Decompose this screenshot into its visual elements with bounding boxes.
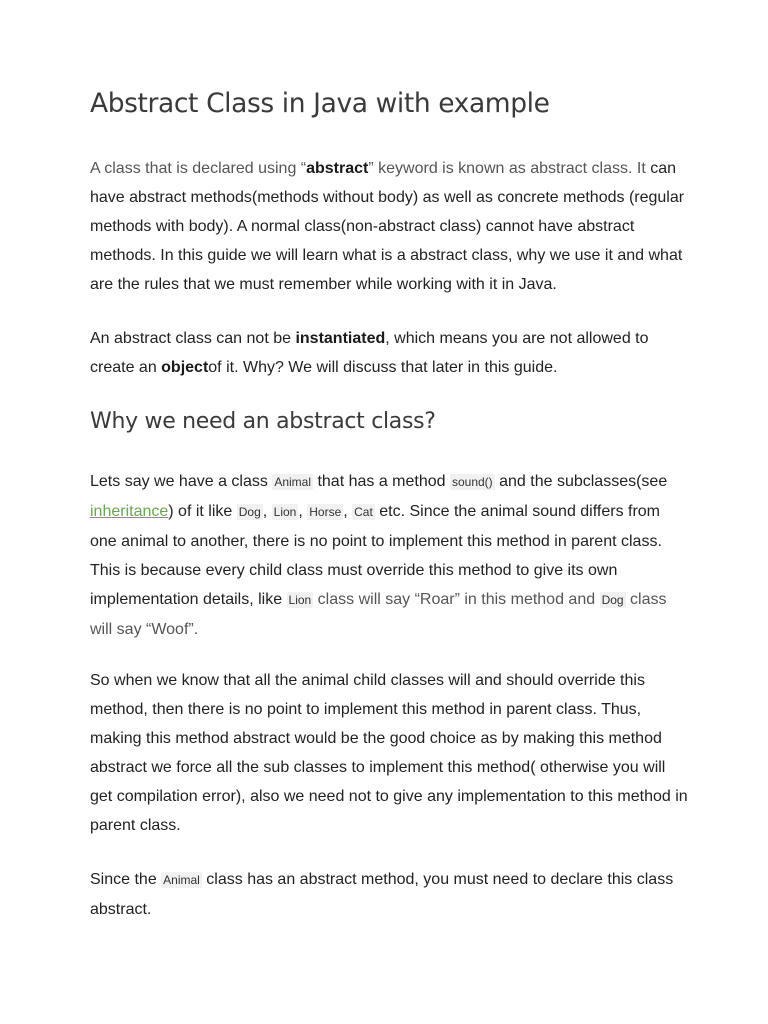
intro-text-2: ” keyword is known as abstract class. It <box>368 160 646 177</box>
why-paragraph <box>90 467 690 644</box>
inst-text-2: , which means you are not allowed to create an <box>90 330 649 376</box>
inst-keyword-instantiated: instantiated <box>295 330 386 347</box>
since-text-1: Since the <box>90 871 162 888</box>
since-paragraph <box>90 865 690 924</box>
intro-paragraph <box>90 154 690 299</box>
why-sep-1: , <box>262 503 272 520</box>
why-text-7: class will say “Woof”. <box>90 591 667 638</box>
code-animal: Animal <box>274 475 311 489</box>
why-text-1: Lets say we have a class <box>90 473 273 490</box>
why-sep-2: , <box>298 503 308 520</box>
why-sep-3: , <box>343 503 353 520</box>
override-paragraph: So when we know that all the animal child classes will and should override this method, then there is no point to implement this method in parent class. Thus, making this method abstract would be the good choice as by making this method abstract we force all the sub classes to implement this method( otherwise you will get compilation error), also we need not to give any implementation to this method in parent class. <box>90 672 688 834</box>
instantiation-paragraph <box>90 324 690 382</box>
code-animal-2: Animal <box>163 873 200 887</box>
why-text-6: class will say “Roar” in this method and <box>313 591 600 608</box>
intro-keyword-abstract: abstract <box>306 160 369 177</box>
code-cat: Cat <box>354 505 373 519</box>
code-horse: Horse <box>309 505 342 519</box>
since-text-2: class has an abstract method, you must need to declare this class abstract. <box>90 871 674 918</box>
why-text-3: and the subclasses(see <box>494 473 668 490</box>
code-lion: Lion <box>273 505 297 519</box>
inst-text-1: An abstract class can not be <box>90 330 296 347</box>
why-text-5: etc. Since the animal sound differs from one animal to another, there is no point to implement this method in parent class. This is because every child class must override this method to give its own implementation details, like <box>90 503 662 608</box>
section-heading: Why we need an abstract class? <box>90 409 436 434</box>
intro-text-1: A class that is declared using “ <box>90 160 307 177</box>
code-sound: sound() <box>451 475 493 489</box>
intro-text-3: can have abstract methods(methods without body) as well as concrete methods (regular methods with body). A normal class(non-abstract class) cannot have abstract methods. In this guide we will learn what is a abstract class, why we use it and what are the rules that we must remember while working with it in Java. <box>90 160 685 293</box>
why-text-2: that has a method <box>313 473 450 490</box>
inst-keyword-object: object <box>161 359 209 376</box>
inheritance-link[interactable]: inheritance <box>90 503 169 520</box>
why-text-4: ) of it like <box>168 503 237 520</box>
inst-text-3: of it. Why? We will discuss that later in this guide. <box>208 359 558 376</box>
page-title: Abstract Class in Java with example <box>90 88 550 119</box>
code-dog: Dog <box>238 505 261 519</box>
code-lion-2: Lion <box>288 593 312 607</box>
code-dog-2: Dog <box>601 593 624 607</box>
